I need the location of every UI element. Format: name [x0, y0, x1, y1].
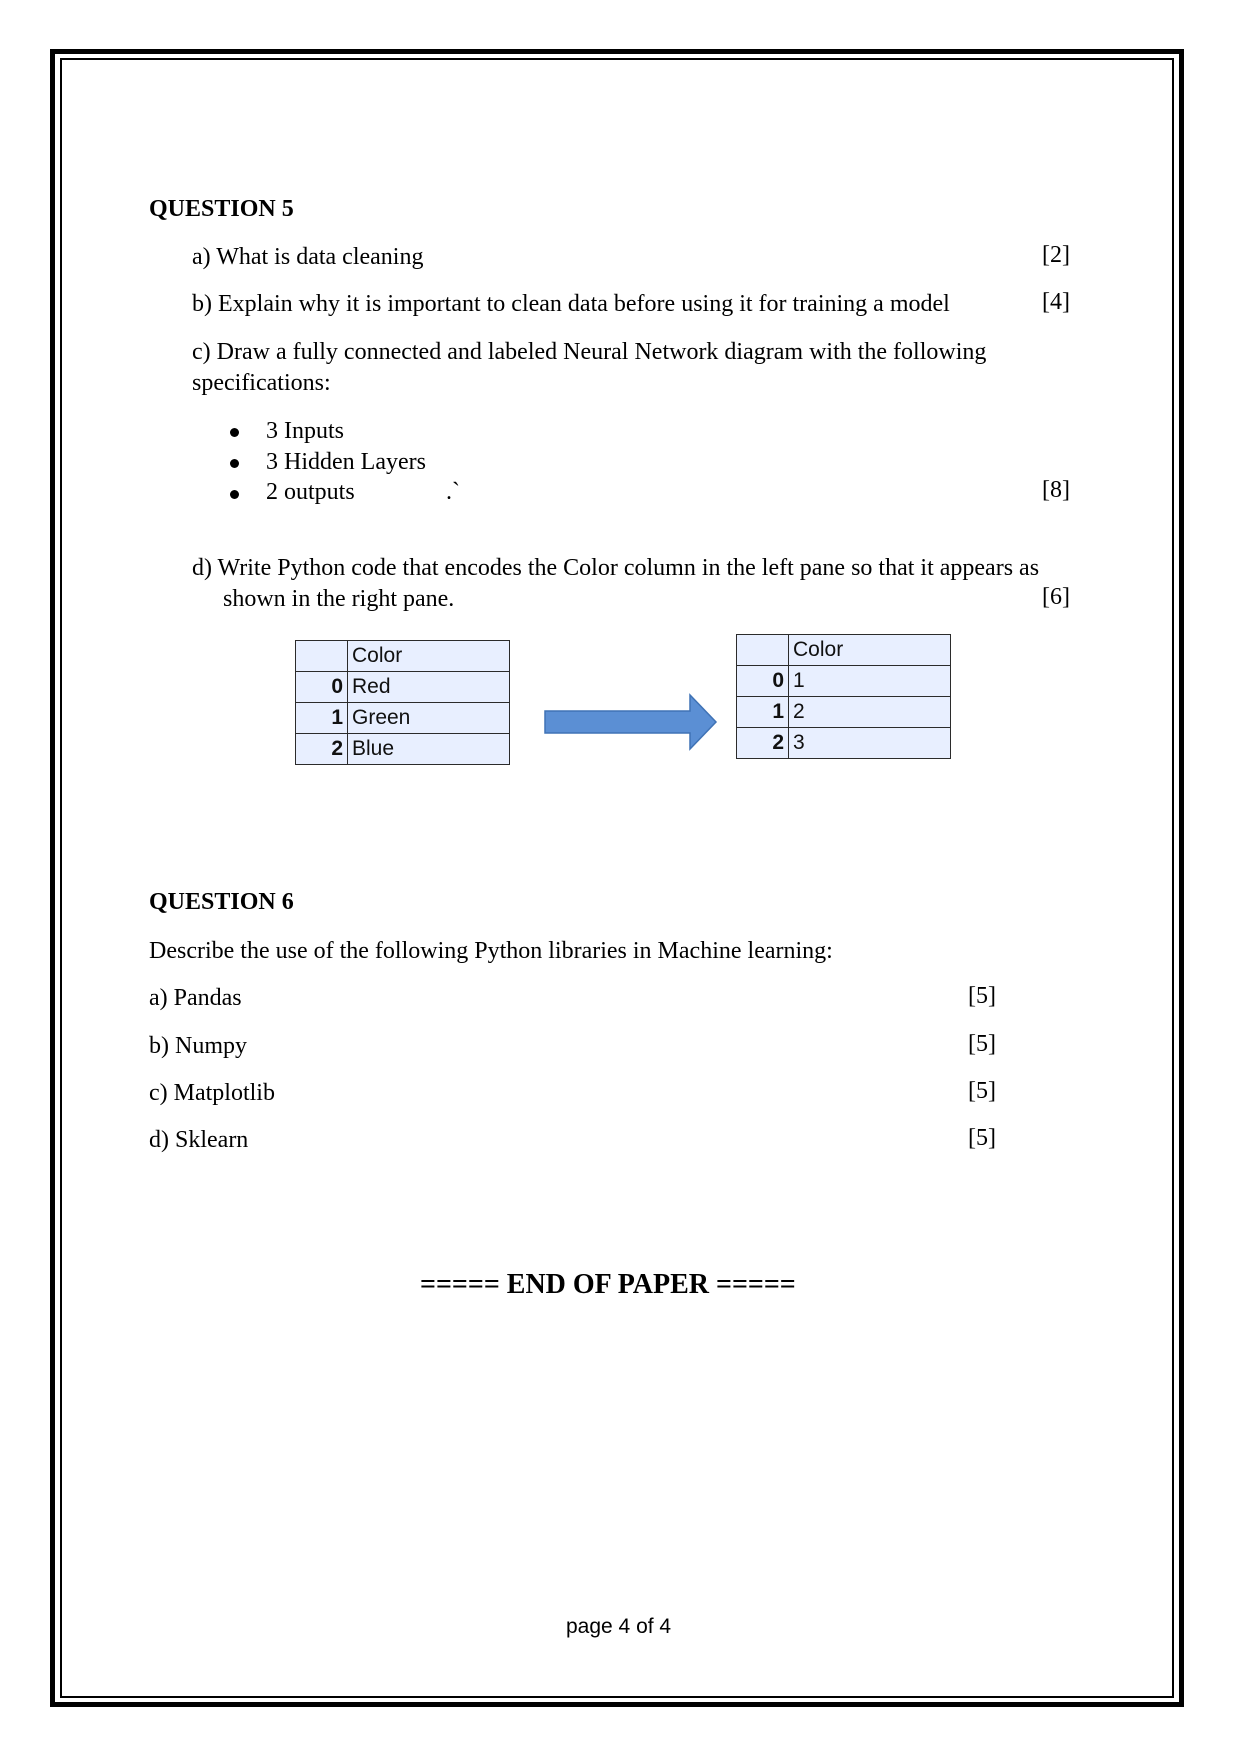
- table-row: [296, 672, 510, 703]
- table-column-header: Color: [789, 635, 951, 666]
- bullet-icon: [230, 459, 239, 468]
- question-6-intro: Describe the use of the following Python libraries in Machine learning:: [149, 938, 833, 964]
- question-5d-text-line2: shown in the right pane.: [223, 586, 455, 612]
- question-6-title: QUESTION 6: [149, 889, 294, 915]
- table-row: [737, 666, 951, 697]
- stray-mark: .`: [446, 479, 460, 505]
- table-column-header: Color: [348, 641, 510, 672]
- question-5a-text: a) What is data cleaning: [192, 244, 424, 270]
- table-value-cell: Green: [348, 703, 510, 734]
- bullet-icon: [230, 490, 239, 499]
- table-value-cell: Red: [348, 672, 510, 703]
- question-5c-text-line1: c) Draw a fully connected and labeled Neural Network diagram with the following: [192, 339, 987, 365]
- question-6b-text: b) Numpy: [149, 1033, 247, 1059]
- table-row: [737, 697, 951, 728]
- table-value-cell: 3: [789, 728, 951, 759]
- bullet-icon: [230, 428, 239, 437]
- question-5c-marks: [8]: [1042, 477, 1070, 503]
- question-6c-text: c) Matplotlib: [149, 1080, 275, 1106]
- table-index-cell: 0: [737, 666, 789, 697]
- question-6b-marks: [5]: [968, 1031, 996, 1057]
- table-index-cell: 1: [737, 697, 789, 728]
- spec-item-hidden-layers: 3 Hidden Layers: [266, 449, 426, 475]
- page-number: page 4 of 4: [566, 1615, 672, 1638]
- question-6c-marks: [5]: [968, 1078, 996, 1104]
- table-value-cell: Blue: [348, 734, 510, 765]
- question-6d-marks: [5]: [968, 1125, 996, 1151]
- question-5c-text-line2: specifications:: [192, 370, 331, 396]
- table-index-header: [737, 635, 789, 666]
- question-5-title: QUESTION 5: [149, 196, 294, 222]
- table-index-header: [296, 641, 348, 672]
- table-header-row: [296, 641, 510, 672]
- question-5d-marks: [6]: [1042, 584, 1070, 610]
- table-row: [737, 728, 951, 759]
- table-index-cell: 0: [296, 672, 348, 703]
- table-header-row: [737, 635, 951, 666]
- right-encoded-table: [736, 634, 951, 759]
- table-value-cell: 2: [789, 697, 951, 728]
- table-index-cell: 2: [737, 728, 789, 759]
- table-row: [296, 734, 510, 765]
- question-6a-marks: [5]: [968, 983, 996, 1009]
- spec-item-outputs: 2 outputs: [266, 479, 355, 505]
- spec-item-inputs: 3 Inputs: [266, 418, 344, 444]
- end-of-paper: ===== END OF PAPER =====: [420, 1269, 796, 1300]
- table-value-cell: 1: [789, 666, 951, 697]
- question-5b-marks: [4]: [1042, 289, 1070, 315]
- left-color-table: [295, 640, 510, 765]
- table-index-cell: 2: [296, 734, 348, 765]
- question-5d-text-line1: d) Write Python code that encodes the Color column in the left pane so that it appears as: [192, 555, 1040, 581]
- question-5a-marks: [2]: [1042, 242, 1070, 268]
- question-5b-text: b) Explain why it is important to clean data before using it for training a model: [192, 291, 950, 317]
- table-row: [296, 703, 510, 734]
- table-index-cell: 1: [296, 703, 348, 734]
- question-6a-text: a) Pandas: [149, 985, 242, 1011]
- right-arrow-icon: [544, 693, 718, 751]
- question-6d-text: d) Sklearn: [149, 1127, 249, 1153]
